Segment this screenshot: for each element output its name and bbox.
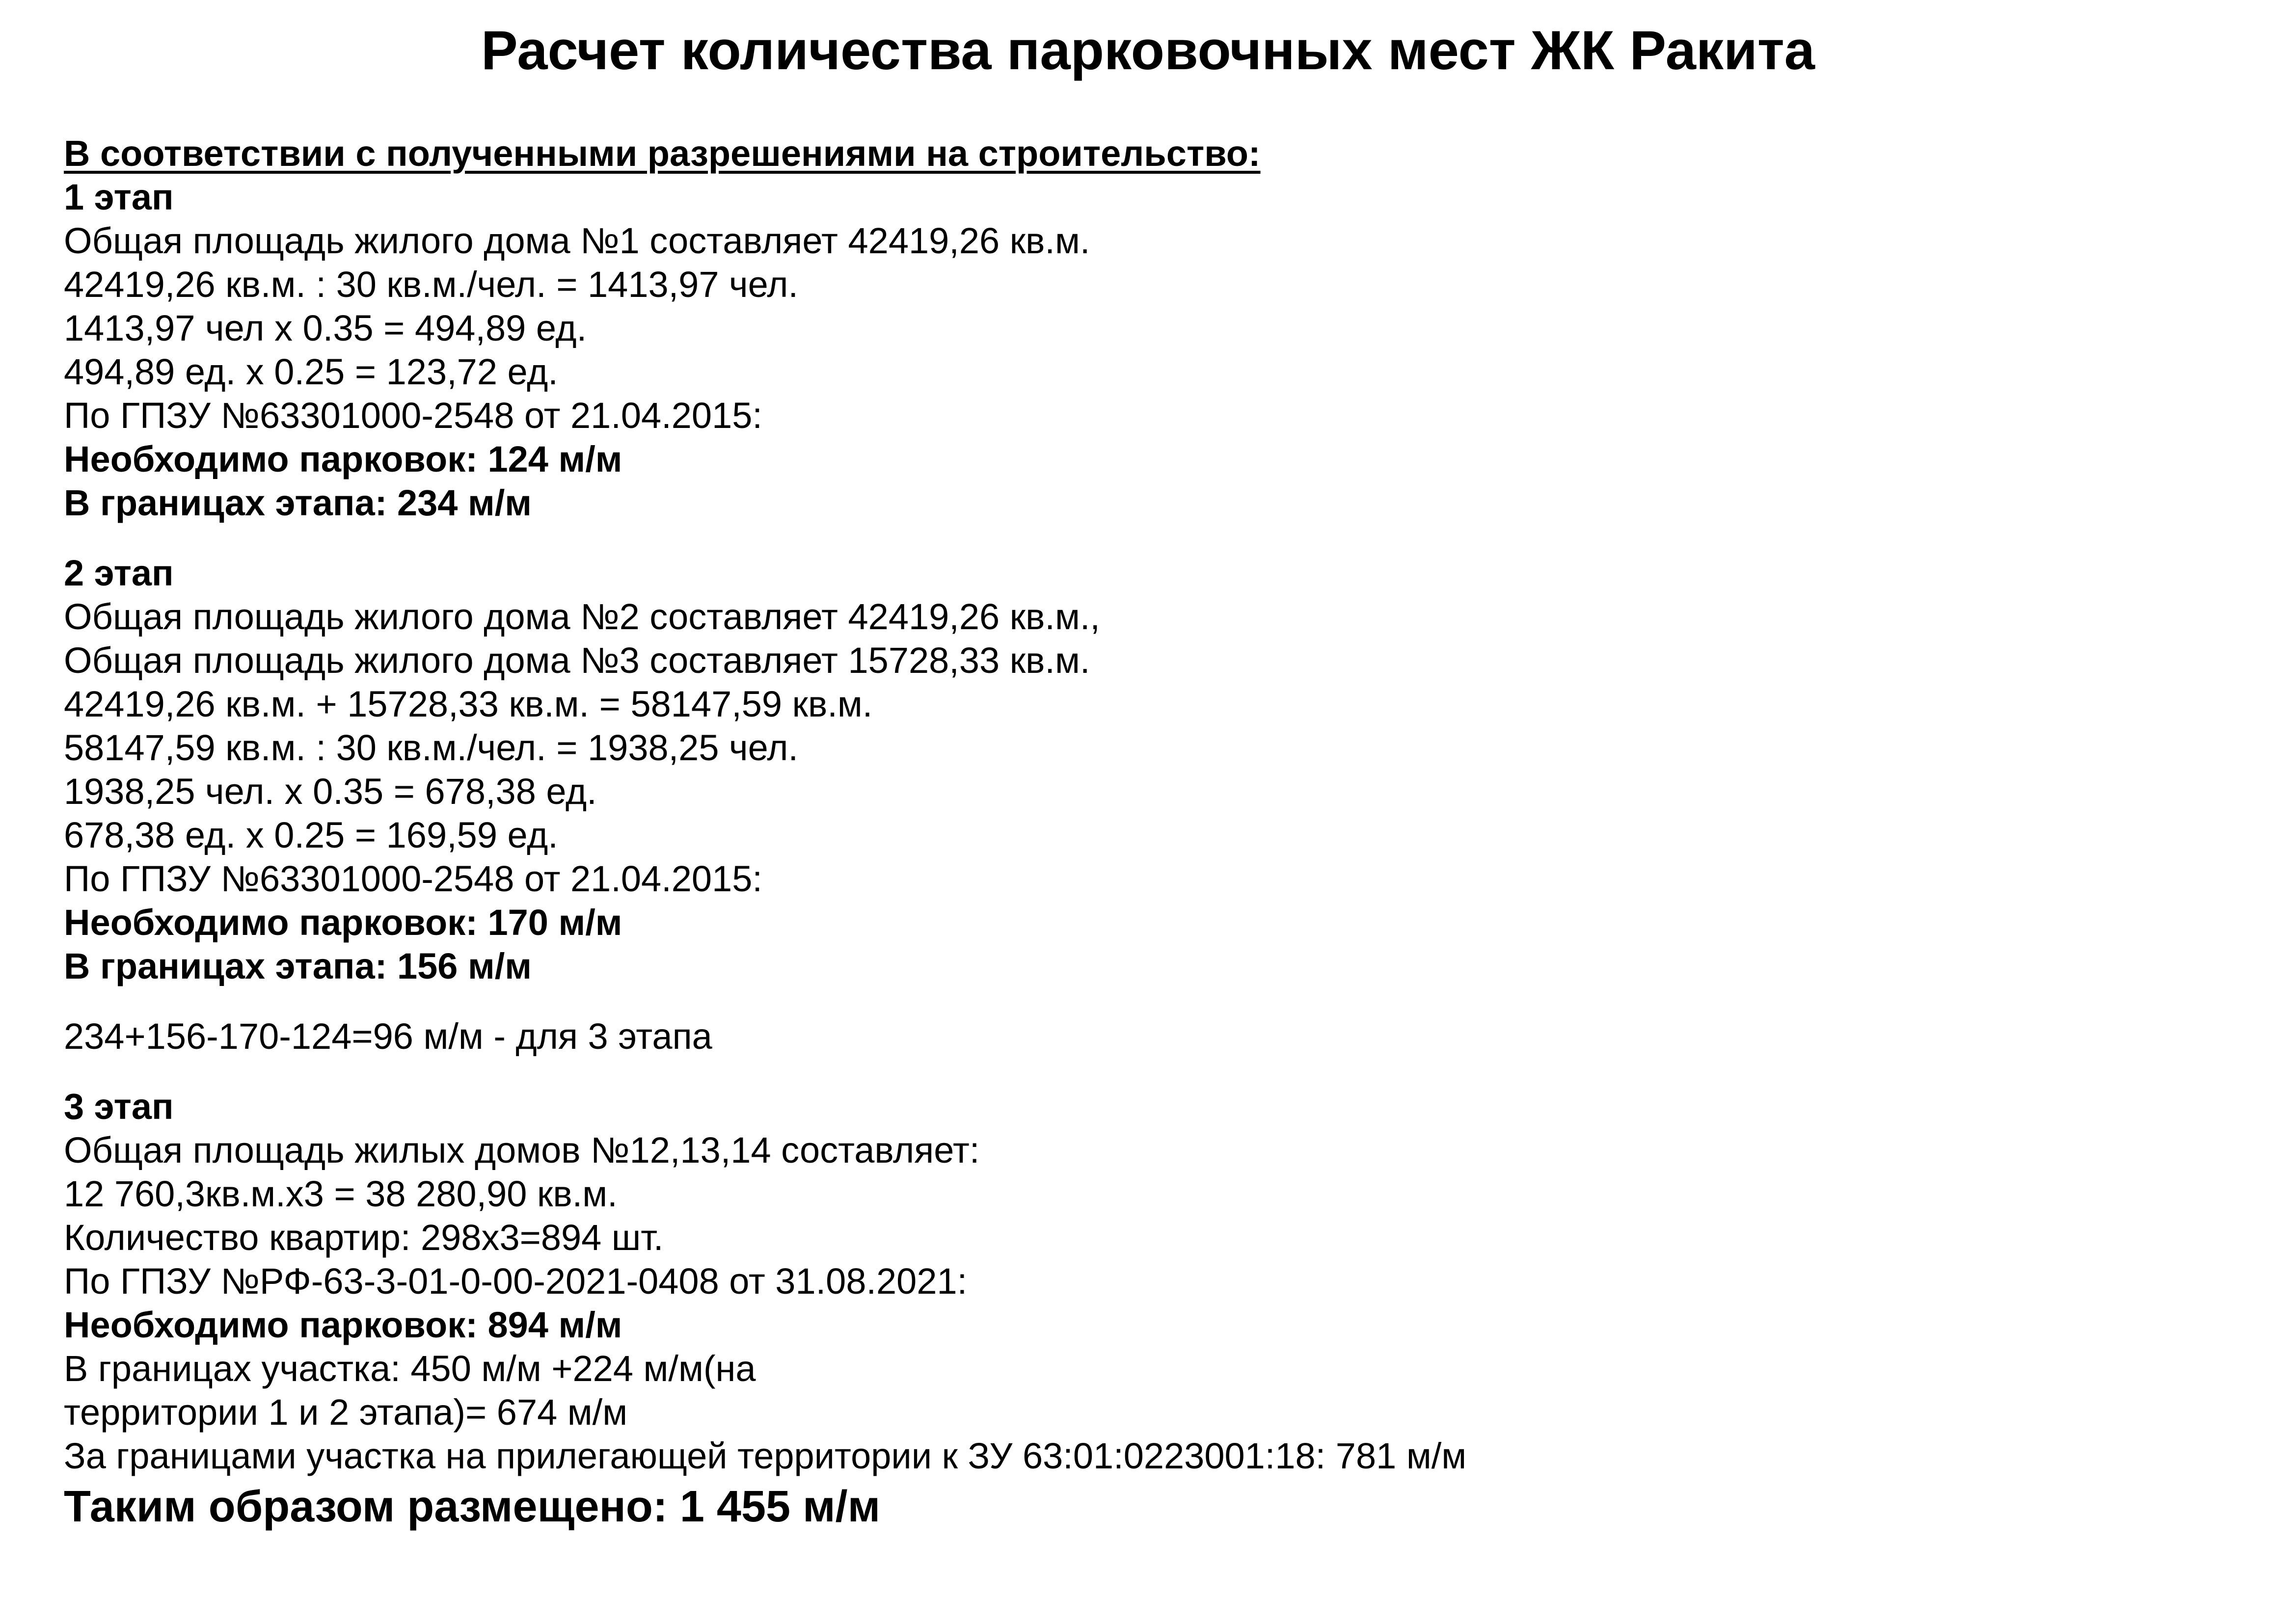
stage-1-line: Общая площадь жилого дома №1 составляет 42419,26 кв.м.: [64, 220, 1090, 261]
stage-2-line: Общая площадь жилого дома №2 составляет 42419,26 кв.м.,: [64, 596, 1100, 637]
stage-2-line: 1938,25 чел. х 0.35 = 678,38 ед.: [64, 771, 597, 812]
stage-2-line: 42419,26 кв.м. + 15728,33 кв.м. = 58147,59 кв.м.: [64, 684, 873, 724]
stage-3-within-line: За границами участка на прилегающей территории к ЗУ 63:01:0223001:18: 781 м/м: [64, 1436, 1467, 1476]
stage-3-heading: 3 этап: [64, 1086, 174, 1127]
intro-heading: В соответствии с полученными разрешениями на строительство:: [64, 133, 1261, 174]
stage-2-required: Необходимо парковок: 170 м/м: [64, 902, 622, 943]
balance-line: 234+156-170-124=96 м/м - для 3 этапа: [64, 1016, 712, 1057]
stage-3-within-line: территории 1 и 2 этапа)= 674 м/м: [64, 1392, 628, 1433]
stage-3-line: По ГПЗУ №РФ-63-3-01-0-00-2021-0408 от 31.08.2021:: [64, 1261, 968, 1302]
stage-1-within: В границах этапа: 234 м/м: [64, 482, 532, 523]
stage-1-line: По ГПЗУ №63301000-2548 от 21.04.2015:: [64, 395, 762, 436]
document-title: Расчет количества парковочных мест ЖК Ракита: [481, 20, 1815, 81]
spacer: [64, 525, 2224, 551]
stage-1-line: 42419,26 кв.м. : 30 кв.м./чел. = 1413,97 чел.: [64, 264, 799, 305]
stage-2-section: [64, 551, 2224, 988]
stage-1-line: 1413,97 чел х 0.35 = 494,89 ед.: [64, 308, 587, 348]
stage-3-required: Необходимо парковок: 894 м/м: [64, 1304, 622, 1345]
stage-3-line: 12 760,3кв.м.х3 = 38 280,90 кв.м.: [64, 1173, 618, 1214]
stage-2-within: В границах этапа: 156 м/м: [64, 946, 532, 986]
stage-2-line: По ГПЗУ №63301000-2548 от 21.04.2015:: [64, 858, 762, 899]
stage-3-line: Количество квартир: 298х3=894 шт.: [64, 1217, 664, 1258]
stage-2-line: 678,38 ед. х 0.25 = 169,59 ед.: [64, 815, 558, 855]
stage-3-section: [64, 1085, 2224, 1478]
spacer: [64, 1058, 2224, 1085]
stage-1-section: [64, 175, 2224, 525]
total-summary: Таким образом размещено: 1 455 м/м: [64, 1482, 881, 1531]
stage-1-heading: 1 этап: [64, 177, 174, 217]
spacer: [64, 988, 2224, 1014]
document-body: [64, 132, 2224, 1534]
stage-2-line: 58147,59 кв.м. : 30 кв.м./чел. = 1938,25 чел.: [64, 727, 799, 768]
stage-2-heading: 2 этап: [64, 553, 174, 593]
stage-2-line: Общая площадь жилого дома №3 составляет 15728,33 кв.м.: [64, 640, 1090, 681]
stage-1-required: Необходимо парковок: 124 м/м: [64, 439, 622, 479]
stage-1-line: 494,89 ед. х 0.25 = 123,72 ед.: [64, 351, 558, 392]
stage-3-within-line: В границах участка: 450 м/м +224 м/м(на: [64, 1348, 756, 1389]
stage-3-line: Общая площадь жилых домов №12,13,14 составляет:: [64, 1130, 980, 1171]
